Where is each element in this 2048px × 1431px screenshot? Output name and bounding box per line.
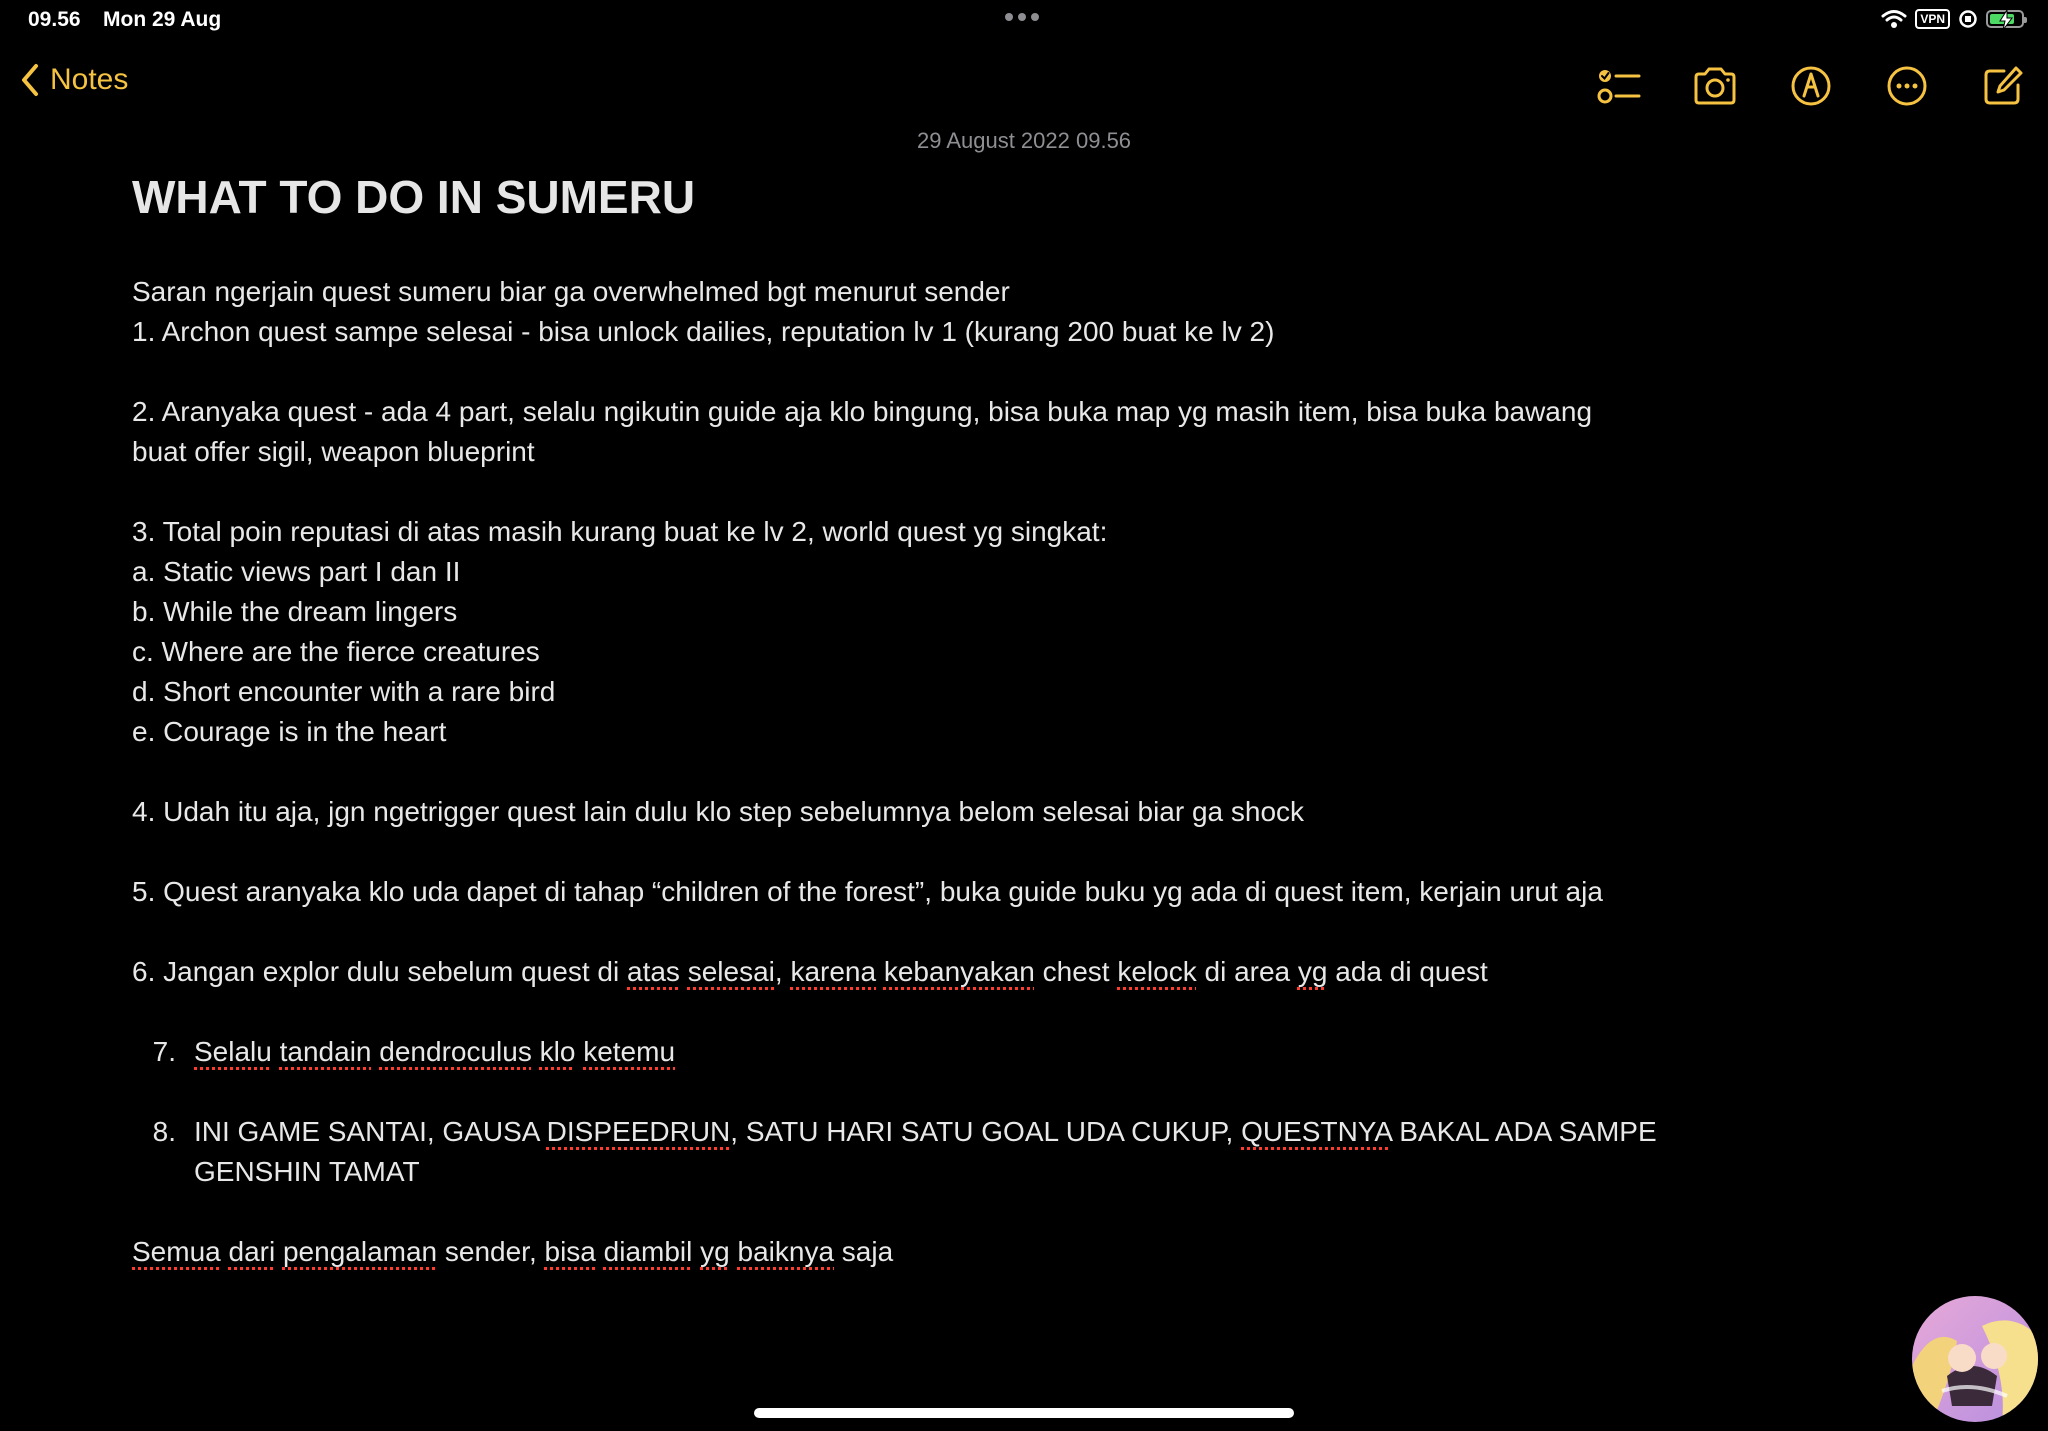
spellcheck-word[interactable]: DISPEEDRUN	[546, 1116, 731, 1147]
note-sub-item-b: b. While the dream lingers	[132, 596, 458, 627]
note-item-2-line-2: buat offer sigil, weapon blueprint	[132, 436, 535, 467]
note-title[interactable]: WHAT TO DO IN SUMERU	[132, 171, 696, 223]
list-number: 7.	[152, 1036, 176, 1067]
multitasking-dots-icon[interactable]	[1005, 13, 1039, 21]
list-number: 8.	[152, 1116, 176, 1147]
text-segment: INI GAME SANTAI, GAUSA	[194, 1116, 547, 1147]
battery-icon	[1986, 10, 2024, 28]
note-numbered-item-8	[132, 1112, 1692, 1192]
text-segment: chest	[1034, 956, 1118, 987]
spellcheck-word[interactable]: QUESTNYA	[1241, 1116, 1392, 1147]
note-body[interactable]	[132, 272, 1692, 1272]
text-segment: , SATU HARI SATU GOAL UDA CUKUP,	[730, 1116, 1242, 1147]
note-timestamp: 29 August 2022 09.56	[916, 128, 1132, 153]
spellcheck-word[interactable]: baiknya	[737, 1236, 835, 1267]
text-segment: sender,	[437, 1236, 545, 1267]
status-date: Mon 29 Aug	[103, 8, 222, 31]
navigation-bar	[0, 55, 2048, 115]
floating-avatar-bubble[interactable]	[1912, 1296, 2038, 1422]
markup-pen-icon	[1790, 65, 1832, 107]
spellcheck-word[interactable]: kebanyakan	[883, 956, 1035, 987]
note-closing	[132, 1232, 1692, 1272]
more-button[interactable]	[1884, 63, 1930, 109]
status-indicators	[1881, 9, 2024, 29]
spellcheck-word[interactable]: dendroculus	[379, 1036, 532, 1067]
note-item-4: 4. Udah itu aja, jgn ngetrigger quest lain dulu klo step sebelumnya belom selesai biar ga shock	[132, 796, 1305, 827]
spellcheck-word[interactable]: klo	[539, 1036, 576, 1067]
note-sub-item-a: a. Static views part I dan II	[132, 556, 461, 587]
orientation-lock-icon	[1958, 9, 1978, 29]
note-sub-item-e: e. Courage is in the heart	[132, 716, 447, 747]
note-intro: Saran ngerjain quest sumeru biar ga overwhelmed bgt menurut sender	[132, 276, 1010, 307]
compose-button[interactable]	[1980, 63, 2026, 109]
back-to-notes-button[interactable]	[20, 63, 128, 97]
text-segment	[876, 956, 884, 987]
home-indicator[interactable]	[754, 1408, 1294, 1418]
note-item-5: 5. Quest aranyaka klo uda dapet di tahap “children of the forest”, buka guide buku yg ada di quest item, kerjain urut aja	[132, 876, 1603, 907]
spellcheck-word[interactable]: Semua	[132, 1236, 221, 1267]
note-sub-item-d: d. Short encounter with a rare bird	[132, 676, 556, 707]
spellcheck-word[interactable]: tandain	[279, 1036, 372, 1067]
spellcheck-word[interactable]: kelock	[1117, 956, 1197, 987]
text-segment: di area	[1196, 956, 1298, 987]
spellcheck-word[interactable]: pengalaman	[282, 1236, 438, 1267]
note-toolbar	[1596, 63, 2026, 109]
note-item-3: 3. Total poin reputasi di atas masih kurang buat ke lv 2, world quest yg singkat:	[132, 516, 1108, 547]
text-segment: ,	[774, 956, 791, 987]
note-item-6	[132, 952, 1692, 992]
spellcheck-word[interactable]: selesai	[687, 956, 775, 987]
compose-icon	[1982, 65, 2024, 107]
spellcheck-word[interactable]: karena	[790, 956, 877, 987]
note-numbered-item-7	[132, 1032, 1692, 1072]
wifi-icon	[1881, 9, 1907, 29]
checklist-icon	[1597, 66, 1641, 106]
camera-icon	[1692, 67, 1738, 105]
spellcheck-word[interactable]: diambil	[603, 1236, 693, 1267]
text-segment: GENSHIN TAMAT	[194, 1156, 420, 1187]
text-segment: 6. Jangan explor dulu sebelum quest di	[132, 956, 627, 987]
vpn-badge: VPN	[1915, 9, 1950, 29]
markup-button[interactable]	[1788, 63, 1834, 109]
status-time: 09.56	[28, 8, 81, 31]
spellcheck-word[interactable]: ketemu	[583, 1036, 676, 1067]
spellcheck-word[interactable]: Selalu	[194, 1036, 272, 1067]
spellcheck-word[interactable]: yg	[1297, 956, 1328, 987]
checklist-button[interactable]	[1596, 63, 1642, 109]
more-ellipsis-icon	[1886, 65, 1928, 107]
chevron-left-icon	[20, 63, 40, 97]
spellcheck-word[interactable]: dari	[228, 1236, 276, 1267]
note-sub-item-c: c. Where are the fierce creatures	[132, 636, 540, 667]
text-segment: BAKAL ADA SAMPE	[1391, 1116, 1657, 1147]
spellcheck-word[interactable]: atas	[627, 956, 680, 987]
back-button-label: Notes	[50, 63, 129, 96]
avatar-image-icon	[1912, 1296, 2038, 1422]
text-segment: saja	[834, 1236, 894, 1267]
status-bar	[0, 0, 2048, 44]
spellcheck-word[interactable]: bisa	[544, 1236, 596, 1267]
note-item-1: 1. Archon quest sampe selesai - bisa unlock dailies, reputation lv 1 (kurang 200 buat ke lv 2)	[132, 316, 1275, 347]
spellcheck-word[interactable]: yg	[700, 1236, 730, 1267]
text-segment: ada di quest	[1327, 956, 1488, 987]
camera-button[interactable]	[1692, 63, 1738, 109]
note-item-2-line-1: 2. Aranyaka quest - ada 4 part, selalu ngikutin guide aja klo bingung, bisa buka map yg masih item, bisa buka bawang	[132, 396, 1593, 427]
text-segment	[680, 956, 688, 987]
